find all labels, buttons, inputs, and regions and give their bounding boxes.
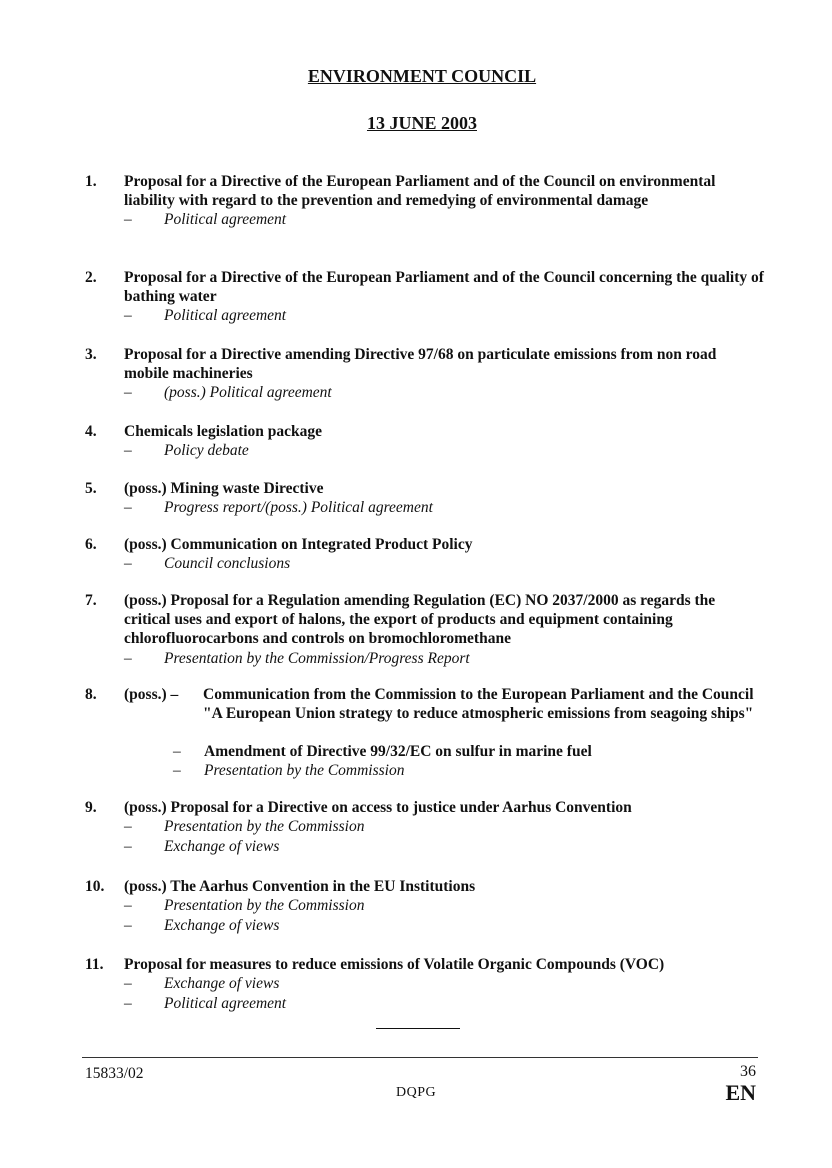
page-title: ENVIRONMENT COUNCIL: [307, 66, 537, 86]
item-number: 2.: [85, 269, 97, 286]
item-title: (poss.) Mining waste Directive: [124, 480, 324, 497]
dash: –: [124, 995, 132, 1013]
footer-rule: [82, 1057, 758, 1058]
dash: –: [124, 555, 132, 573]
dash: –: [124, 975, 132, 993]
footer-unit: DQPG: [396, 1085, 437, 1100]
item-number: 9.: [85, 799, 97, 816]
item-sub: [124, 210, 764, 230]
item-number: 8.: [85, 686, 97, 703]
dash: –: [173, 743, 181, 760]
item-sub-text: Political agreement: [164, 211, 287, 229]
item-sub-text: Presentation by the Commission/Progress Report: [164, 649, 470, 667]
dash: –: [124, 211, 132, 229]
dash: –: [124, 499, 132, 517]
footer-page-number: 36: [740, 1063, 756, 1080]
dash: –: [124, 649, 132, 667]
dash: –: [124, 917, 132, 935]
item-number: 5.: [85, 480, 97, 497]
item-sub: [124, 306, 764, 326]
item-sub-text: Progress report/(poss.) Political agreement: [164, 499, 433, 517]
dash: –: [124, 897, 132, 915]
item-sub-text: Presentation by the Commission: [164, 818, 365, 836]
item-title: (poss.) Proposal for a Directive on access to justice under Aarhus Convention: [124, 799, 632, 816]
item-sub: [124, 383, 764, 403]
footer-doc-code: 15833/02: [85, 1065, 144, 1082]
item-sub-text: Policy debate: [164, 442, 249, 460]
dash: –: [173, 762, 181, 779]
item-sub-text: Exchange of views: [164, 975, 280, 993]
item-sub: [124, 896, 764, 916]
item-sub: [124, 994, 764, 1014]
item-prefix: (poss.) –: [124, 686, 179, 703]
dash: –: [124, 818, 132, 836]
item-title: Proposal for a Directive of the European Parliament and of the Council concerning the quality of bathing water: [124, 269, 764, 306]
item-title: Proposal for a Directive of the European Parliament and of the Council on environmental liability with regard to the prevention and remedying of environmental damage: [124, 173, 716, 210]
item-number: 3.: [85, 346, 97, 363]
item-number: 7.: [85, 592, 97, 609]
item-title: (poss.) Communication on Integrated Product Policy: [124, 536, 473, 553]
item-sub-text: Presentation by the Commission: [204, 762, 405, 779]
item-number: 10.: [85, 878, 105, 895]
item-sub: [124, 974, 764, 994]
item-sub-text: Council conclusions: [164, 555, 291, 573]
dash: –: [124, 307, 132, 325]
dash: –: [124, 384, 132, 402]
item-sub: [124, 441, 764, 461]
item-title: (poss.) Proposal for a Regulation amending Regulation (EC) NO 2037/2000 as regards the critical uses and export of halons, the export of products and equipment containing chlorofluorocarbons and controls on bromochloromethane: [124, 592, 716, 648]
item-sub-text: Exchange of views: [164, 838, 280, 856]
item-sub: [124, 916, 764, 936]
meeting-date: 13 JUNE 2003: [366, 113, 477, 133]
item-number: 4.: [85, 423, 97, 440]
item-sub-text: Political agreement: [164, 995, 287, 1013]
item-sub: [124, 817, 764, 837]
item-sub: [124, 498, 764, 518]
item-heading: Communication from the Commission to the European Parliament and the Council "A European Union strategy to reduce atmospheric emissions from seagoing ships": [203, 686, 754, 723]
item-sub: [124, 837, 764, 857]
item-number: 11.: [85, 956, 104, 973]
item-sub-text: Political agreement: [164, 307, 287, 325]
item-sub-text: (poss.) Political agreement: [164, 384, 332, 402]
item-sub: [124, 554, 764, 574]
dash: –: [124, 838, 132, 856]
item-title: Proposal for a Directive amending Directive 97/68 on particulate emissions from non road mobile machineries: [124, 346, 717, 383]
item-sub: [124, 649, 764, 669]
item-title: Chemicals legislation package: [124, 423, 323, 440]
end-divider: [376, 1028, 460, 1029]
item-sub-text: Exchange of views: [164, 917, 280, 935]
item-number: 6.: [85, 536, 97, 553]
footer-language: EN: [725, 1080, 756, 1105]
item-title: (poss.) The Aarhus Convention in the EU Institutions: [124, 878, 476, 895]
item-sub-text: Amendment of Directive 99/32/EC on sulfur in marine fuel: [204, 743, 592, 760]
item-sub-text: Presentation by the Commission: [164, 897, 365, 915]
item-number: 1.: [85, 173, 97, 190]
dash: –: [124, 442, 132, 460]
item-title: Proposal for measures to reduce emissions of Volatile Organic Compounds (VOC): [124, 956, 665, 973]
